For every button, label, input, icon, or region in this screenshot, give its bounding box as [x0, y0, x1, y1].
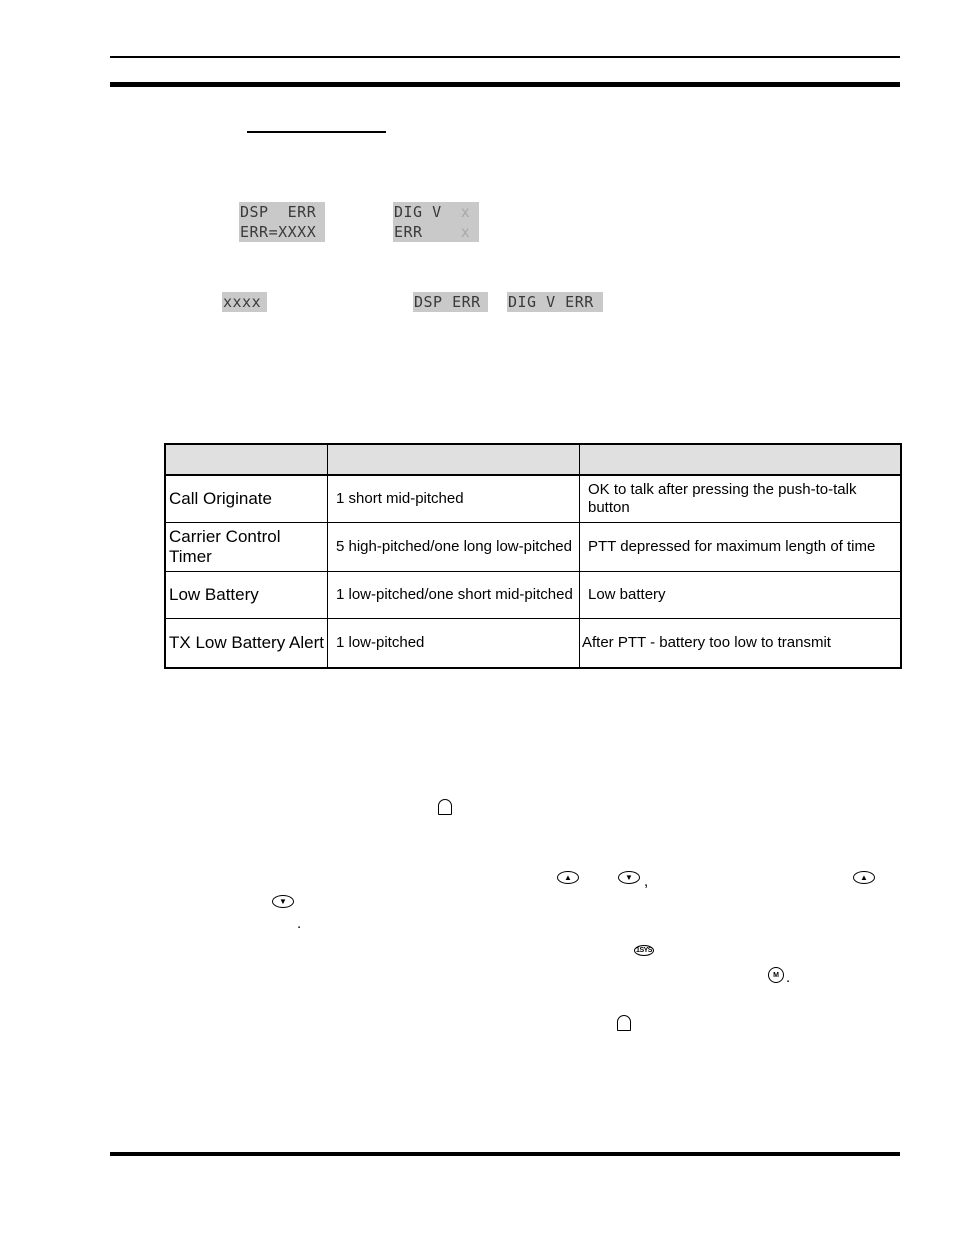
- down-arrow-key-icon: ▼: [618, 871, 640, 884]
- table-header-row: [165, 444, 901, 475]
- lcd-line: DIG V x: [394, 203, 471, 221]
- tone-sound-cell: 1 low-pitched: [328, 619, 580, 669]
- table-row: [165, 572, 901, 619]
- footer-rule: [110, 1152, 900, 1156]
- menu-key-icon: M: [768, 967, 784, 983]
- period: .: [786, 969, 791, 986]
- tone-name-cell: Low Battery: [165, 572, 328, 619]
- lcd-inline-dig-v-err: DIG V ERR: [507, 292, 603, 312]
- table-row: [165, 619, 901, 669]
- table-header-cell: [580, 444, 902, 475]
- header-rule-thick: [110, 82, 900, 87]
- up-arrow-key-icon: ▲: [557, 871, 579, 884]
- ptt-key-icon: [617, 1015, 631, 1031]
- ptt-key-icon: [438, 799, 452, 815]
- tone-name-cell: Call Originate: [165, 475, 328, 523]
- table-header-cell: [328, 444, 580, 475]
- lcd-line: ERR x: [394, 223, 471, 241]
- lcd-display-dsp-err: [239, 202, 325, 242]
- sys-1-key-icon: 1SYS: [634, 945, 654, 956]
- tone-name-cell: TX Low Battery Alert: [165, 619, 328, 669]
- tone-name-cell: Carrier Control Timer: [165, 523, 328, 572]
- table-row: [165, 475, 901, 523]
- alert-tone-table: [164, 443, 902, 669]
- lcd-line: DSP ERR: [240, 203, 317, 221]
- tone-meaning-cell: Low battery: [580, 572, 902, 619]
- table-header-cell: [165, 444, 328, 475]
- lcd-inline-dsp-err: DSP ERR: [413, 292, 488, 312]
- comma: ,: [644, 873, 649, 890]
- tone-meaning-cell: PTT depressed for maximum length of time: [580, 523, 902, 572]
- tone-sound-cell: 5 high-pitched/one long low-pitched: [328, 523, 580, 572]
- period: .: [297, 915, 302, 932]
- tone-meaning-cell: After PTT - battery too low to transmit: [580, 619, 902, 669]
- down-arrow-key-icon: ▼: [272, 895, 294, 908]
- up-arrow-key-icon: ▲: [853, 871, 875, 884]
- tone-meaning-cell: OK to talk after pressing the push-to-talk button: [580, 475, 902, 523]
- tone-sound-cell: 1 short mid-pitched: [328, 475, 580, 523]
- table-row: [165, 523, 901, 572]
- tone-sound-cell: 1 low-pitched/one short mid-pitched: [328, 572, 580, 619]
- lcd-inline-xxxx: xxxx: [222, 292, 267, 312]
- section-heading-underline: [247, 131, 386, 133]
- lcd-display-dig-v-err: [393, 202, 479, 242]
- header-rule-thin: [110, 56, 900, 58]
- lcd-line: ERR=XXXX: [240, 223, 317, 241]
